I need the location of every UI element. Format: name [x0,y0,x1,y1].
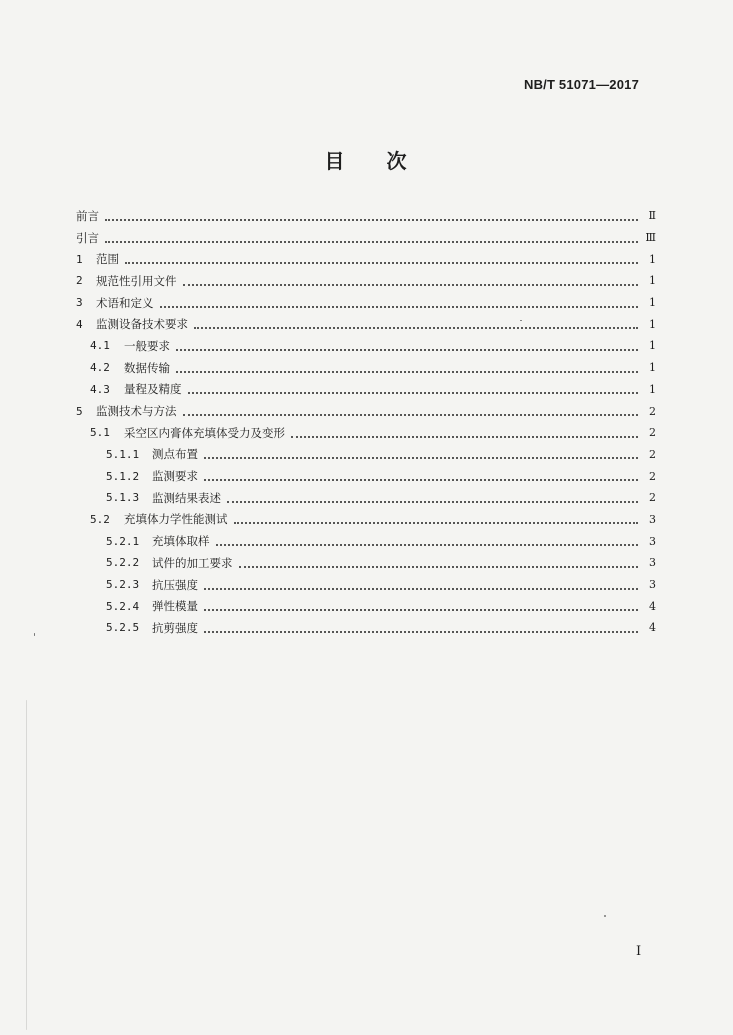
toc-entry-page: 2 [649,426,656,440]
dot-leader [125,250,638,264]
toc-entry-number: 5 [76,404,83,418]
toc-entry-page: 1 [649,317,656,331]
dot-leader [183,402,639,416]
dot-leader [234,510,639,524]
toc-entry-number: 5.2 [90,512,110,526]
toc-entry-page: 1 [649,274,656,288]
toc-entry[interactable] [76,487,656,509]
toc-entry-page: 2 [649,404,656,418]
toc-entry-page: 1 [649,252,656,266]
toc-entry-number: 5.2.2 [106,556,140,570]
dot-leader [176,359,638,373]
toc-entry-page: 3 [649,578,656,592]
toc-entry-label: 范围 [96,252,119,267]
toc-entry[interactable] [76,270,656,292]
toc-entry-number: 5.2.4 [106,599,140,613]
scan-speck [604,915,606,917]
toc-entry[interactable] [76,617,656,639]
toc-entry-page: 4 [649,621,656,635]
toc-entry-page: 4 [649,599,656,613]
toc-entry-number: 4.1 [90,339,110,353]
dot-leader [183,272,639,286]
scan-speck [520,320,522,321]
toc-entry[interactable] [76,530,656,552]
toc-entry[interactable] [76,205,656,227]
toc-entry-number: 3 [76,296,83,310]
toc-entry-label: 充填体力学性能测试 [124,512,228,527]
dot-leader [188,380,639,394]
toc-entry-number: 1 [76,252,83,266]
toc-entry-page: 3 [649,556,656,570]
toc-entry-number: 5.1.3 [106,491,140,505]
toc-entry-label: 前言 [76,208,99,223]
dot-leader [176,337,638,351]
toc-entry-label: 一般要求 [124,338,170,353]
toc-entry[interactable] [76,313,656,335]
title-char-1: 目 [324,149,347,173]
scan-speck [34,633,35,636]
toc-entry[interactable] [76,595,656,617]
toc-entry-number: 5.2.1 [106,534,140,548]
toc-entry-label: 抗压强度 [152,577,198,592]
title-char-2: 次 [386,149,409,173]
dot-leader [194,315,638,329]
toc-entry-label: 监测要求 [152,469,198,484]
toc-entry-page: 1 [649,339,656,353]
toc-entry-page: Ⅲ [645,231,656,245]
dot-leader [239,554,639,568]
toc-entry[interactable] [76,465,656,487]
toc-entry[interactable] [76,509,656,531]
toc-entry-number: 4 [76,317,83,331]
toc-entry-number: 5.1 [90,426,110,440]
toc-entry-label: 充填体取样 [152,534,210,549]
toc-entry-label: 规范性引用文件 [96,273,177,288]
toc-entry-page: 2 [649,491,656,505]
toc-entry[interactable] [76,444,656,466]
toc-entry-number: 5.2.3 [106,578,140,592]
toc-entry-page: Ⅱ [648,209,656,223]
toc-entry-page: 3 [649,512,656,526]
dot-leader [204,597,638,611]
toc-entry-label: 测点布置 [152,447,198,462]
table-of-contents [76,205,656,639]
toc-entry-page: 1 [649,296,656,310]
toc-entry-label: 监测技术与方法 [96,404,177,419]
toc-entry-page: 1 [649,361,656,375]
toc-entry-label: 监测结果表述 [152,490,221,505]
toc-entry[interactable] [76,552,656,574]
toc-entry-label: 监测设备技术要求 [96,317,188,332]
toc-entry-page: 2 [649,469,656,483]
page-number: I [636,944,642,959]
dot-leader [216,532,639,546]
standard-code: NB/T 51071—2017 [523,77,639,92]
toc-entry-label: 量程及精度 [124,382,182,397]
toc-entry[interactable] [76,248,656,270]
toc-entry[interactable] [76,292,656,314]
toc-entry-number: 5.1.2 [106,469,140,483]
toc-entry[interactable] [76,379,656,401]
dot-leader [105,207,638,221]
toc-entry-label: 试件的加工要求 [152,555,233,570]
toc-entry-number: 4.3 [90,382,110,396]
toc-entry-number: 5.2.5 [106,621,140,635]
dot-leader [291,424,638,438]
dot-leader [160,294,639,308]
toc-entry-number: 5.1.1 [106,447,140,461]
toc-entry[interactable] [76,227,656,249]
toc-entry-page: 1 [649,382,656,396]
toc-entry-label: 抗剪强度 [152,620,198,635]
toc-entry-page: 3 [649,534,656,548]
toc-entry-number: 2 [76,274,83,288]
toc-entry-label: 术语和定义 [96,295,154,310]
dot-leader [227,489,638,503]
toc-entry-label: 数据传输 [124,360,170,375]
toc-entry[interactable] [76,357,656,379]
toc-entry-label: 采空区内膏体充填体受力及变形 [124,425,285,440]
dot-leader [105,229,638,243]
toc-entry[interactable] [76,422,656,444]
toc-entry[interactable] [76,335,656,357]
dot-leader [204,576,638,590]
scan-edge-line [26,700,27,1030]
toc-entry[interactable] [76,574,656,596]
dot-leader [204,619,638,633]
toc-entry-label: 弹性模量 [152,599,198,614]
toc-entry-label: 引言 [76,230,99,245]
toc-entry[interactable] [76,400,656,422]
toc-entry-page: 2 [649,447,656,461]
dot-leader [204,467,638,481]
dot-leader [204,445,638,459]
toc-entry-number: 4.2 [90,361,110,375]
page-title [0,145,733,174]
